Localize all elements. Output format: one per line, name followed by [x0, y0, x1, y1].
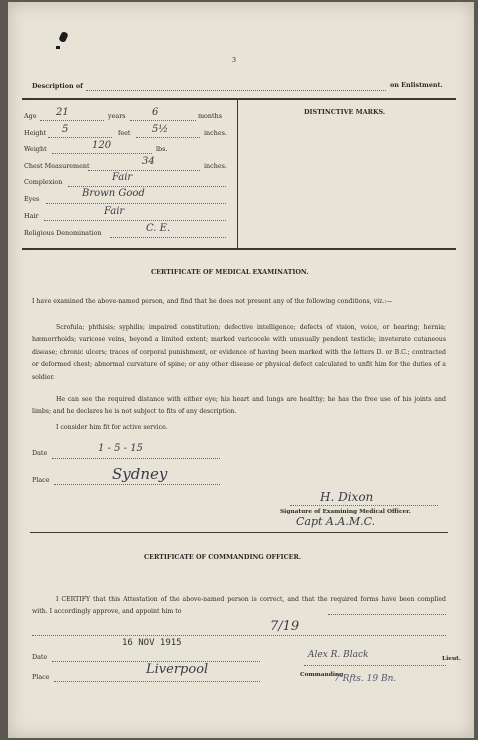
medical-signature-label: Signature of Examining Medical Officer. — [280, 509, 411, 515]
age-years-value: 21 — [56, 107, 69, 118]
description-of-label: Description of — [32, 82, 83, 90]
unit-dots — [32, 635, 446, 636]
medical-date-label: Date — [32, 449, 48, 457]
complexion-dots — [68, 186, 226, 187]
medical-place-value: Sydney — [112, 465, 168, 483]
medical-date-dots — [52, 458, 220, 459]
commanding-place-dots — [54, 681, 260, 682]
medical-intro: I have examined the above-named person, and find that he does not present any of the following conditions, viz.:— — [32, 298, 393, 305]
medical-place-label: Place — [32, 476, 50, 484]
attestation-page — [8, 2, 474, 738]
eyes-dots — [46, 203, 226, 204]
medical-heading: CERTIFICATE OF MEDICAL EXAMINATION. — [151, 268, 309, 276]
inches-label: inches. — [204, 129, 227, 137]
age-label: Age — [24, 112, 37, 120]
medical-signature-dots — [290, 505, 438, 506]
co-signature: Alex R. Black — [308, 650, 369, 660]
height-feet-value: 5 — [62, 124, 69, 135]
height-feet-dots — [48, 137, 112, 138]
chest-dots — [88, 170, 200, 171]
age-years-dots — [40, 120, 104, 121]
years-label: years — [108, 112, 126, 120]
date-stamp: 16 NOV 1915 — [122, 638, 182, 648]
co-unit: 7 Rfts. 19 Bn. — [334, 674, 397, 684]
commanding-heading: CERTIFICATE OF COMMANDING OFFICER. — [144, 553, 302, 561]
commanding-label: Commanding — [300, 672, 344, 678]
height-inches-dots — [136, 137, 200, 138]
commanding-unit-value: 7/19 — [270, 619, 300, 634]
box-divider — [237, 99, 238, 249]
hair-dots — [44, 220, 226, 221]
on-enlistment-label: on Enlistment. — [390, 81, 443, 89]
page-number: 3 — [232, 56, 237, 64]
age-months-value: 6 — [152, 107, 159, 118]
hair-label: Hair — [24, 212, 39, 220]
lbs-label: lbs. — [156, 145, 168, 153]
religion-label: Religious Denomination — [24, 229, 102, 237]
eyes-value: Brown Good — [82, 188, 145, 199]
distinctive-marks-heading: DISTINCTIVE MARKS. — [304, 108, 386, 116]
hair-value: Fair — [104, 206, 125, 217]
box-top-rule — [22, 98, 456, 100]
months-label: months — [198, 112, 222, 120]
co-signature-dots — [304, 665, 446, 666]
medical-vision: He can see the required distance with either eye; his heart and lungs are healthy; he has the free use of his joints and limbs; and he declares he is not subject to fits of any description. — [32, 396, 446, 416]
medical-officer-rank: Capt A.A.M.C. — [296, 515, 376, 528]
eyes-label: Eyes — [24, 195, 40, 203]
height-label: Height — [24, 129, 47, 137]
weight-label: Weight — [24, 145, 47, 153]
weight-dots — [52, 153, 152, 154]
hole-mark-lower — [56, 46, 60, 49]
religion-dots — [110, 237, 226, 238]
medical-place-dots — [54, 484, 220, 485]
hole-mark-top — [58, 31, 69, 43]
commanding-date-label: Date — [32, 653, 48, 661]
medical-date-value: 1 - 5 - 15 — [98, 443, 143, 454]
complexion-value: Fair — [112, 172, 133, 183]
chest-label: Chest Measurement — [24, 162, 90, 170]
religion-value: C. E. — [146, 223, 171, 234]
co-rank: Lieut. — [442, 656, 461, 662]
height-inches-value: 5½ — [152, 124, 169, 135]
feet-label: feet — [118, 129, 131, 137]
medical-conditions: Scrofula; phthisis; syphilis; impaired constitution; defective intelligence; defects of vision, voice, or hearing; hernia; hæmorrhoids; varicose veins, beyond a limited extent; marked varicocele with unusually pendent testicle; inveterate cutaneous disease; chronic ulcers; traces of corporal punishment, or evidence of having been marked with the letters D. or B.C.; contracted or deformed chest; abnormal curvature of spine; or any other disease or physical defect calculated to unfit him for the duties of a soldier. — [32, 324, 446, 381]
age-months-dots — [130, 120, 196, 121]
commanding-place-label: Place — [32, 673, 50, 681]
appoint-dots — [328, 614, 446, 615]
box-bottom-rule — [22, 248, 456, 250]
commanding-text: I CERTIFY that this Attestation of the above-named person is correct, and that the required forms have been complied with. I accordingly approve, and appoint him to — [32, 596, 446, 616]
weight-value: 120 — [92, 140, 112, 151]
medical-fit: I consider him fit for active service. — [56, 424, 168, 431]
medical-signature-value: H. Dixon — [320, 490, 374, 504]
complexion-label: Complexion — [24, 178, 63, 186]
chest-value: 34 — [142, 156, 155, 167]
commanding-place-value: Liverpool — [146, 662, 209, 677]
chest-inches-label: inches. — [204, 162, 227, 170]
description-dots — [86, 90, 386, 91]
section-rule — [30, 532, 448, 533]
